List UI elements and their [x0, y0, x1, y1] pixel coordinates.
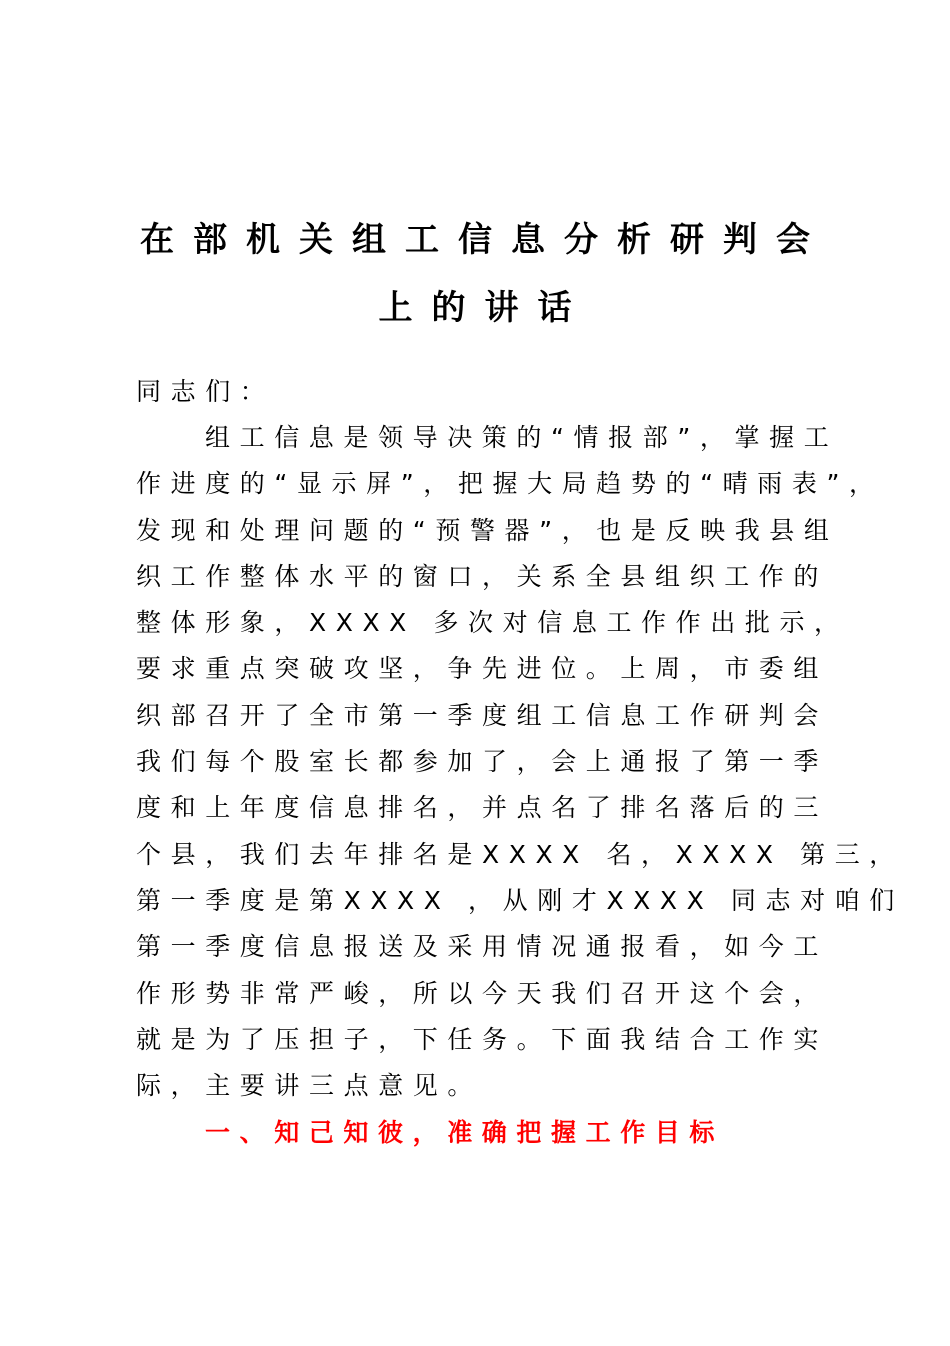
paragraph-line: 第一季度是第XXXX ，从刚才XXXX 同志对咱们	[136, 885, 904, 915]
paragraph-line: 织部召开了全市第一季度组工信息工作研判会	[136, 700, 829, 730]
section-heading-1: 一、知己知彼，准确把握工作目标	[205, 1118, 725, 1147]
paragraph-line: 际，主要讲三点意见。	[136, 1071, 483, 1101]
paragraph-line: 组工信息是领导决策的“情报部”，掌握工	[205, 423, 839, 452]
paragraph-line: 就是为了压担子，下任务。下面我结合工作实	[136, 1024, 829, 1054]
paragraph-line: 作形势非常严峻，所以今天我们召开这个会，	[136, 978, 829, 1008]
paragraph-line: 织工作整体水平的窗口，关系全县组织工作的	[136, 561, 829, 591]
paragraph-line: 度和上年度信息排名，并点名了排名落后的三	[136, 793, 829, 823]
paragraph-line: 第一季度信息报送及采用情况通报看，如今工	[136, 932, 829, 962]
body-paragraph	[136, 415, 904, 1109]
salutation: 同志们：	[136, 377, 275, 406]
paragraph-line: 发现和处理问题的“预警器”，也是反映我县组	[136, 515, 839, 545]
paragraph-line: 个县，我们去年排名是XXXX 名，XXXX 第三，	[136, 839, 904, 869]
paragraph-line: 要求重点突破攻坚，争先进位。上周，市委组	[136, 654, 829, 684]
document-title-line-1: 在部机关组工信息分析研判会	[140, 220, 829, 260]
paragraph-line: 整体形象，XXXX 多次对信息工作作出批示，	[136, 608, 849, 638]
paragraph-line: 作进度的“显示屏”，把握大局趋势的“晴雨表”，	[136, 469, 884, 499]
document-title-line-2: 上的讲话	[378, 288, 591, 328]
paragraph-line: 我们每个股室长都参加了，会上通报了第一季	[136, 747, 829, 777]
